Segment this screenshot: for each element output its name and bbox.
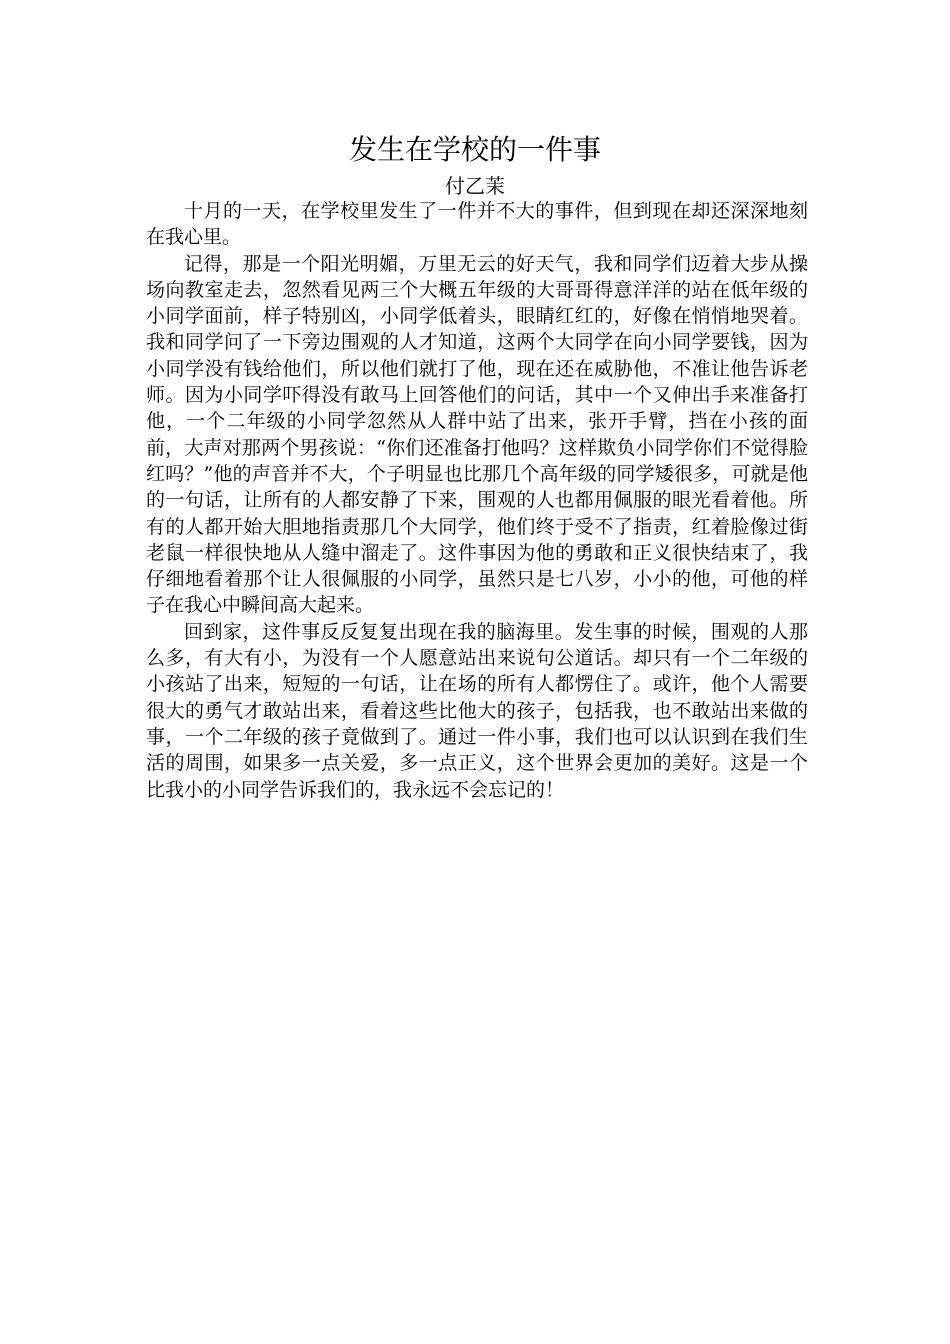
essay-title: 发生在学校的一件事 <box>348 133 601 166</box>
paragraph-3: 回到家，这件事反反复复出现在我的脑海里。发生事的时候，围观的人那么多，有大有小，为没有一个人愿意站出来说句公道话。却只有一个二年级的小孩站了出来，短短的一句话，让在场的所有人都愣住了。或许，他个人需要很大的勇气才敢站出来，看着这些比他大的孩子，包括我，也不敢站出来做的事，一个二年级的孩子竟做到了。通过一件小事，我们也可以认识到在我们生活的周围，如果多一点关爱，多一点正义，这个世界会更加的美好。这是一个比我小的小同学告诉我们的，我永远不会忘记的！ <box>146 620 808 801</box>
author-name: 付乙茉 <box>445 174 505 198</box>
paragraph-2: 记得，那是一个阳光明媚，万里无云的好天气，我和同学们迈着大步从操场向教室走去，忽然看见两三个大概五年级的大哥哥得意洋洋的站在低年级的小同学面前，样子特别凶，小同学低着头，眼睛红红的，好像在悄悄地哭着。我和同学问了一下旁边围观的人才知道，这两个大同学在向小同学要钱，因为小同学没有钱给他们，所以他们就打了他，现在还在威胁他，不准让他告诉老师。因为小同学吓得没有敢马上回答他们的问话，其中一个又伸出手来准备打他，一个二年级的小同学忽然从人群中站了出来，张开手臂，挡在小孩的面前，大声对那两个男孩说：“你们还准备打他吗？这样欺负小同学你们不觉得脸红吗？”他的声音并不大，个子明显也比那几个高年级的同学矮很多，可就是他的一句话，让所有的人都安静了下来，围观的人也都用佩服的眼光看着他。所有的人都开始大胆地指责那几个大同学，他们终于受不了指责，红着脸像过街老鼠一样很快地从人缝中溜走了。这件事因为他的勇敢和正义很快结束了，我仔细地看着那个让人很佩服的小同学，虽然只是七八岁，小小的他，可他的样子在我心中瞬间高大起来。 <box>146 252 808 617</box>
paragraph-1: 十月的一天，在学校里发生了一件并不大的事件，但到现在却还深深地刻在我心里。 <box>146 200 808 249</box>
essay-body <box>146 198 808 803</box>
